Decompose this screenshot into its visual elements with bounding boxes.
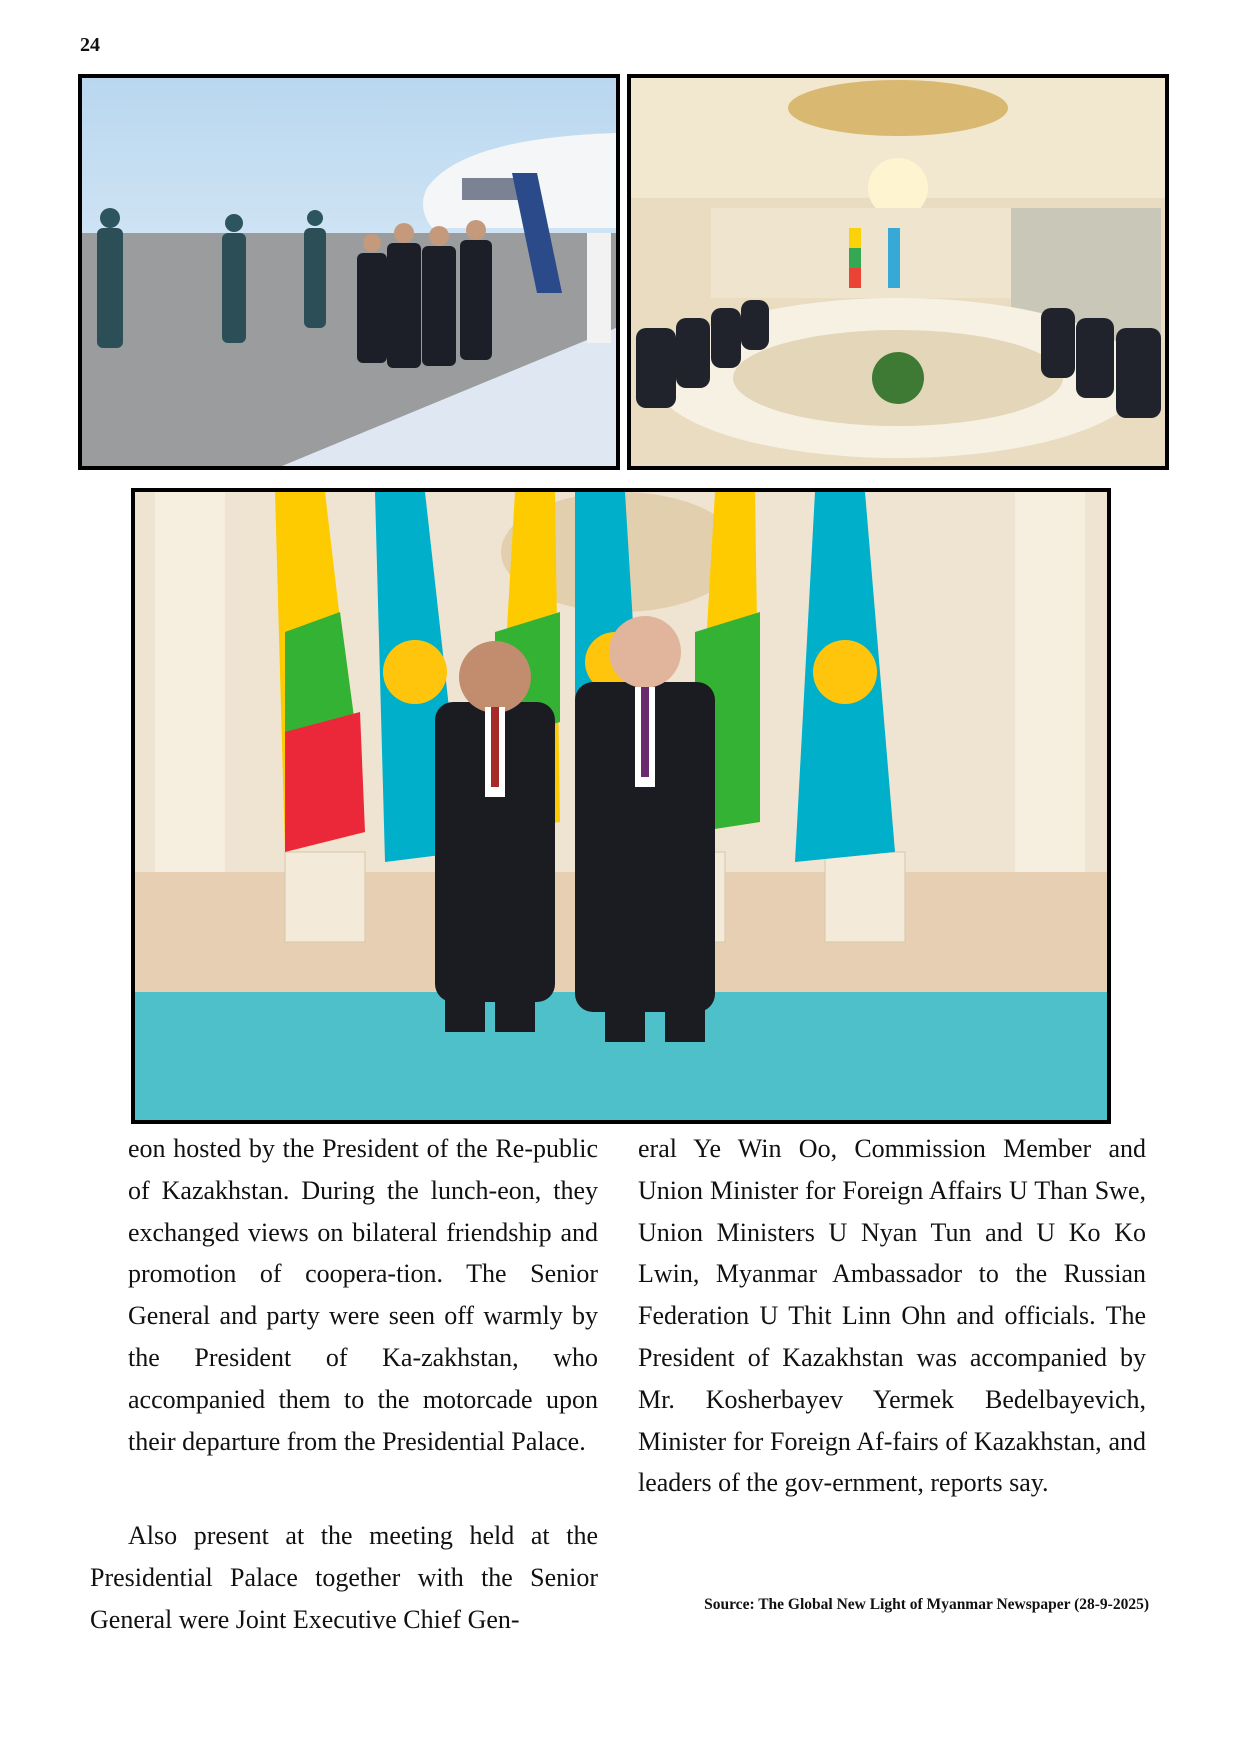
article-paragraph: eon hosted by the President of the Re-public of Kazakhstan. During the lunch-eon, they exchanged views on bilateral friendship and promotion of coopera-tion. The Senior General and party were seen off warmly by the President of Ka-zakhstan, who accompanied them to the motorcade upon their departure from the Presidential Palace. <box>128 1134 598 1456</box>
article-paragraph: Also present at the meeting held at the Presidential Palace together with the Senior General were Joint Executive Chief Gen- <box>90 1521 598 1634</box>
article-paragraph: eral Ye Win Oo, Commission Member and Union Minister for Foreign Affairs U Than Swe, Union Ministers U Nyan Tun and U Ko Ko Lwin, Myanmar Ambassador to the Russian Federation U Thit Linn Ohn and officials. The President of Kazakhstan was accompanied by Mr. Kosherbayev Yermek Bedelbayevich, Minister for Foreign Af-fairs of Kazakhstan, and leaders of the gov-ernment, reports say. <box>638 1134 1146 1498</box>
source-credit: Source: The Global New Light of Myanmar Newspaper (28-9-2025) <box>704 1596 1149 1613</box>
airport-arrival-photo <box>78 74 620 470</box>
palace-meeting-photo <box>627 74 1169 470</box>
article-left-column-paragraph-1 <box>128 1128 598 1462</box>
page-number: 24 <box>80 34 100 56</box>
article-left-column-paragraph-2 <box>90 1515 598 1640</box>
article-right-column <box>638 1128 1146 1504</box>
leaders-handshake-photo <box>131 488 1111 1124</box>
